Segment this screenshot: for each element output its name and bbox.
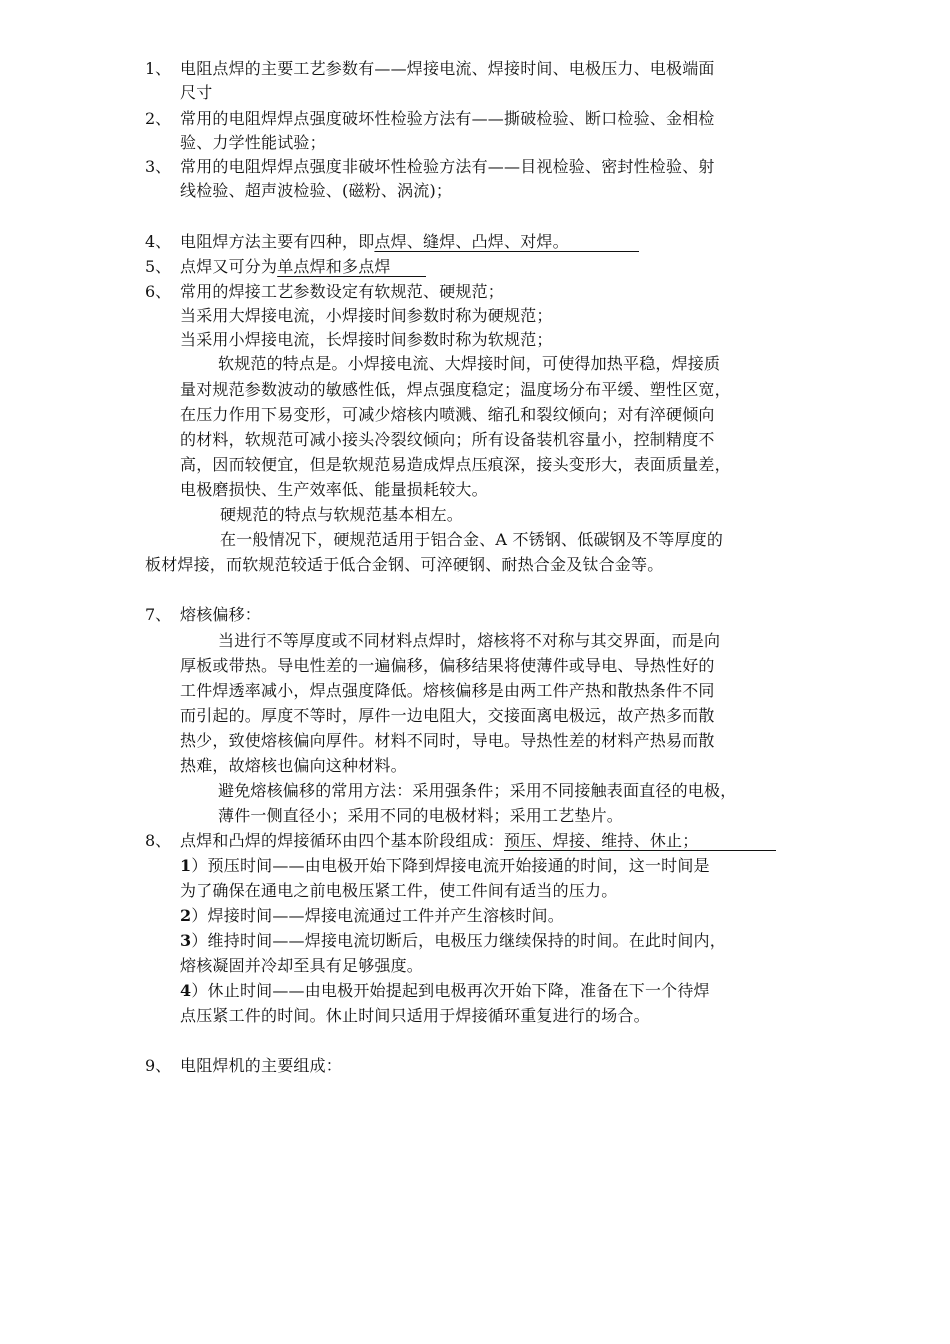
nugget-shift-paragraph-line-1: 当进行不等厚度或不同材料点焊时，熔核将不对称与其交界面，而是向 [218,631,721,650]
item-5-underlined-single: 单点焊 [277,257,326,276]
item-8-prefix: 点焊和凸焊的焊接循环由四个基本阶段组成： [180,831,505,850]
step-4-line-2: 点压紧工件的时间。休止时间只适用于焊接循环重复进行的场合。 [180,1006,650,1025]
avoid-shift-paragraph-line-1: 避免熔核偏移的常用方法：采用强条件；采用不同接触表面直径的电极， [218,781,737,800]
item-6-line-1: 常用的焊接工艺参数设定有软规范、硬规范； [180,282,505,301]
soft-spec-paragraph-line-3: 在压力作用下易变形，可减少熔核内喷溅、缩孔和裂纹倾向；对有淬硬倾向 [180,405,715,424]
item-5-prefix: 点焊又可分为 [180,257,278,276]
soft-spec-paragraph-line-4: 的材料，软规范可减小接头冷裂纹倾向；所有设备装机容量小，控制精度不 [180,430,715,449]
step-4-number: 4 [180,981,192,1000]
step-4-line-1 [180,979,710,1003]
item-9-line-1: 电阻焊机的主要组成： [180,1056,343,1075]
item-8-number: 8、 [145,831,172,850]
step-3-number: 3 [180,931,192,950]
item-2-line-1: 常用的电阻焊焊点强度破坏性检验方法有——撕破检验、断口检验、金相检 [180,109,715,128]
step-1-number: 1 [180,856,192,875]
usage-paragraph-line-2: 板材焊接，而软规范较适于低合金钢、可淬硬钢、耐热合金及钛合金等。 [145,555,664,574]
soft-spec-paragraph-line-5: 高，因而较便宜，但是软规范易造成焊点压痕深，接头变形大，表面质量差， [180,455,731,474]
usage-paragraph-line-1: 在一般情况下，硬规范适用于铝合金、A 不锈钢、低碳钢及不等厚度的 [220,530,724,549]
step-1-text-1: ）预压时间——由电极开始下降到焊接电流开始接通的时间，这一时间是 [191,856,710,875]
item-2-number: 2、 [145,109,172,128]
step-1-line-2: 为了确保在通电之前电极压紧工件，使工件间有适当的压力。 [180,881,618,900]
item-8-underline-rule [562,850,776,851]
step-4-text-1: ）休止时间——由电极开始提起到电极再次开始下降，准备在下一个待焊 [191,981,710,1000]
nugget-shift-paragraph-line-4: 而引起的。厚度不等时，厚件一边电阻大，交接面离电极远，故产热多而散 [180,706,715,725]
nugget-shift-paragraph-line-6: 热难，故熔核也偏向这种材料。 [180,756,407,775]
item-3-line-2: 线检验、超声波检验、(磁粉、涡流)； [180,181,453,200]
item-1-line-2: 尺寸 [180,83,213,102]
step-1-line-1 [180,854,710,878]
item-6-line-3: 当采用小焊接电流，长焊接时间参数时称为软规范； [180,330,553,349]
soft-spec-paragraph-line-2: 量对规范参数波动的敏感性低，焊点强度稳定；温度场分布平缓、塑性区宽， [180,380,731,399]
item-1-number: 1、 [145,59,172,78]
step-2-number: 2 [180,906,192,925]
item-8-underlined-stages: 预压、焊接、维持、休止； [504,831,699,850]
item-5-middle: 和 [325,257,343,276]
item-7-number: 7、 [145,605,172,624]
item-2-line-2: 验、力学性能试验； [180,133,326,152]
item-5-underline-rule [290,276,426,277]
item-5-underlined-multi: 多点焊 [342,257,391,276]
nugget-shift-paragraph-line-2: 厚板或带热。导电性差的一遍偏移，偏移结果将使薄件或导电、导热性好的 [180,656,715,675]
item-4-prefix: 电阻焊方法主要有四种，即 [180,232,375,251]
hard-spec-paragraph: 硬规范的特点与软规范基本相左。 [220,505,464,524]
item-4-underlined-methods: 点焊、缝焊、凸焊、对焊。 [374,232,569,251]
avoid-shift-paragraph-line-2: 薄件一侧直径小；采用不同的电极材料；采用工艺垫片。 [218,806,624,825]
item-3-number: 3、 [145,157,172,176]
step-3-line-1 [180,929,726,953]
item-1-line-1: 电阻点焊的主要工艺参数有——焊接电流、焊接时间、电极压力、电极端面 [180,59,715,78]
item-5-number: 5、 [145,257,172,276]
step-3-text-1: ）维持时间——焊接电流切断后，电极压力继续保持的时间。在此时间内， [191,931,726,950]
nugget-shift-paragraph-line-5: 热少，致使熔核偏向厚件。材料不同时，导电。导热性差的材料产热易而散 [180,731,715,750]
nugget-shift-paragraph-line-3: 工件焊透率减小，焊点强度降低。熔核偏移是由两工件产热和散热条件不同 [180,681,715,700]
soft-spec-paragraph-line-1: 软规范的特点是。小焊接电流、大焊接时间，可使得加热平稳，焊接质 [218,354,721,373]
item-6-number: 6、 [145,282,172,301]
item-4-number: 4、 [145,232,172,251]
soft-spec-paragraph-line-6: 电极磨损快、生产效率低、能量损耗较大。 [180,480,488,499]
item-9-number: 9、 [145,1056,172,1075]
item-4-underline-rule [404,251,639,252]
step-2-text-1: ）焊接时间——焊接电流通过工件并产生溶核时间。 [191,906,564,925]
item-6-line-2: 当采用大焊接电流，小焊接时间参数时称为硬规范； [180,306,553,325]
item-7-title: 熔核偏移： [180,605,262,624]
step-3-line-2: 熔核凝固并冷却至具有足够强度。 [180,956,424,975]
item-3-line-1: 常用的电阻焊焊点强度非破坏性检验方法有——目视检验、密封性检验、射 [180,157,715,176]
step-2-line-1 [180,904,564,928]
